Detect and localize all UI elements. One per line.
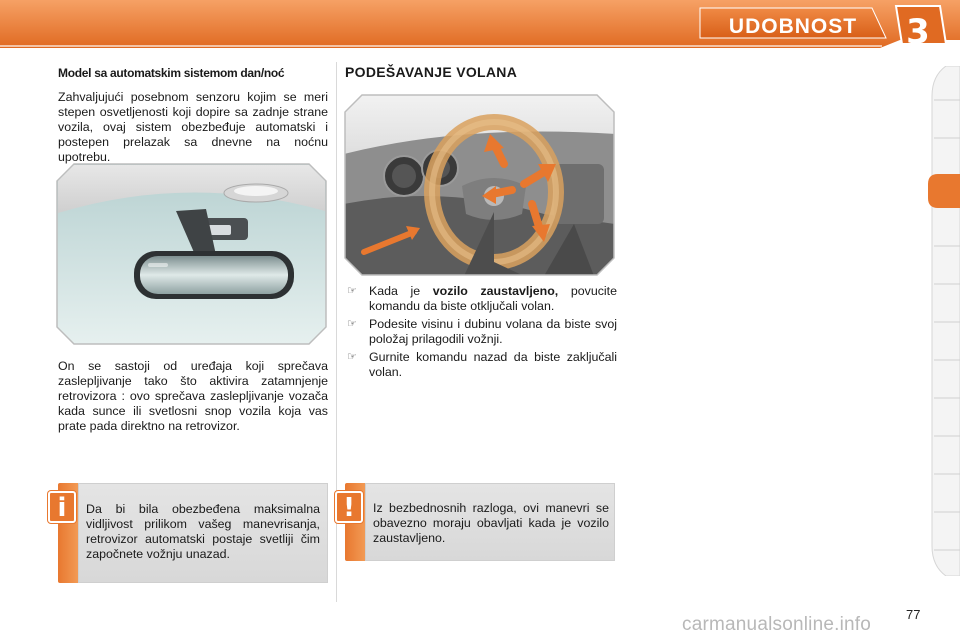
bullet-marker-icon: ☞ <box>347 318 357 330</box>
info-box-text: Da bi bila obezbeđena maksimalna vidljivost prilikom vašeg manevrisanja, retrovizor automatski postaje svetliji čim započnete vožnju unazad. <box>86 502 320 561</box>
warning-icon: ! <box>335 491 363 523</box>
mirror-subheading: Model sa automatskim sistemom dan/noć <box>58 66 285 80</box>
bullet-marker-icon: ☞ <box>347 351 357 363</box>
bullet-marker-icon: ☞ <box>347 285 357 297</box>
steering-section-title: PODEŠAVANJE VOLANA <box>345 64 518 80</box>
bullet-text-bold: vozilo zaustavljeno, <box>432 284 559 298</box>
bullet-text-prefix: Podesite visinu i dubinu volana da biste svoj položaj prilagodili vožnji. <box>369 317 617 346</box>
chapter-tab-strip <box>924 66 960 576</box>
info-box <box>58 483 328 583</box>
steering-wheel-illustration <box>344 94 615 276</box>
warning-box <box>345 483 615 561</box>
mirror-body-paragraph: On se sastoji od uređaja koji sprečava zaslepljivanje tako što aktivira zatamnjenje retrovizora : ovo sprečava zaslepljivanje vozača kada sunce ili svetlosni snop vozila koja vas prate pada direktno na retrovizor. <box>58 359 328 433</box>
watermark: carmanualsonline.info <box>682 614 872 635</box>
chapter-number: 3 <box>906 12 930 52</box>
bullet-text-prefix: Kada je <box>369 284 433 298</box>
bullet-text-prefix: Gurnite komandu nazad da biste zaključali volan. <box>369 350 617 379</box>
rearview-mirror-illustration <box>56 163 327 345</box>
bullet-text-rest: povucite komandu da biste otključali volan. <box>369 284 617 313</box>
list-item <box>345 350 617 380</box>
active-chapter-tab <box>928 174 960 208</box>
chapter-title: UDOBNOST <box>728 15 858 38</box>
warning-box-text: Iz bezbednosnih razloga, ovi manevri se obavezno moraju obavljati kada je vozilo zaustavljeno. <box>373 501 609 545</box>
mirror-intro-paragraph: Zahvaljujući posebnom senzoru kojim se meri stepen osvetljenosti koji dopire sa zadnje strane vozila, ovaj sistem obezbeđuje automatski i postepen prelazak sa dnevne na noćnu upotrebu. <box>58 90 328 164</box>
list-item <box>345 284 617 314</box>
steering-instructions <box>345 284 617 383</box>
page-number: 77 <box>906 607 921 622</box>
list-item <box>345 317 617 347</box>
info-icon: i <box>48 491 76 523</box>
